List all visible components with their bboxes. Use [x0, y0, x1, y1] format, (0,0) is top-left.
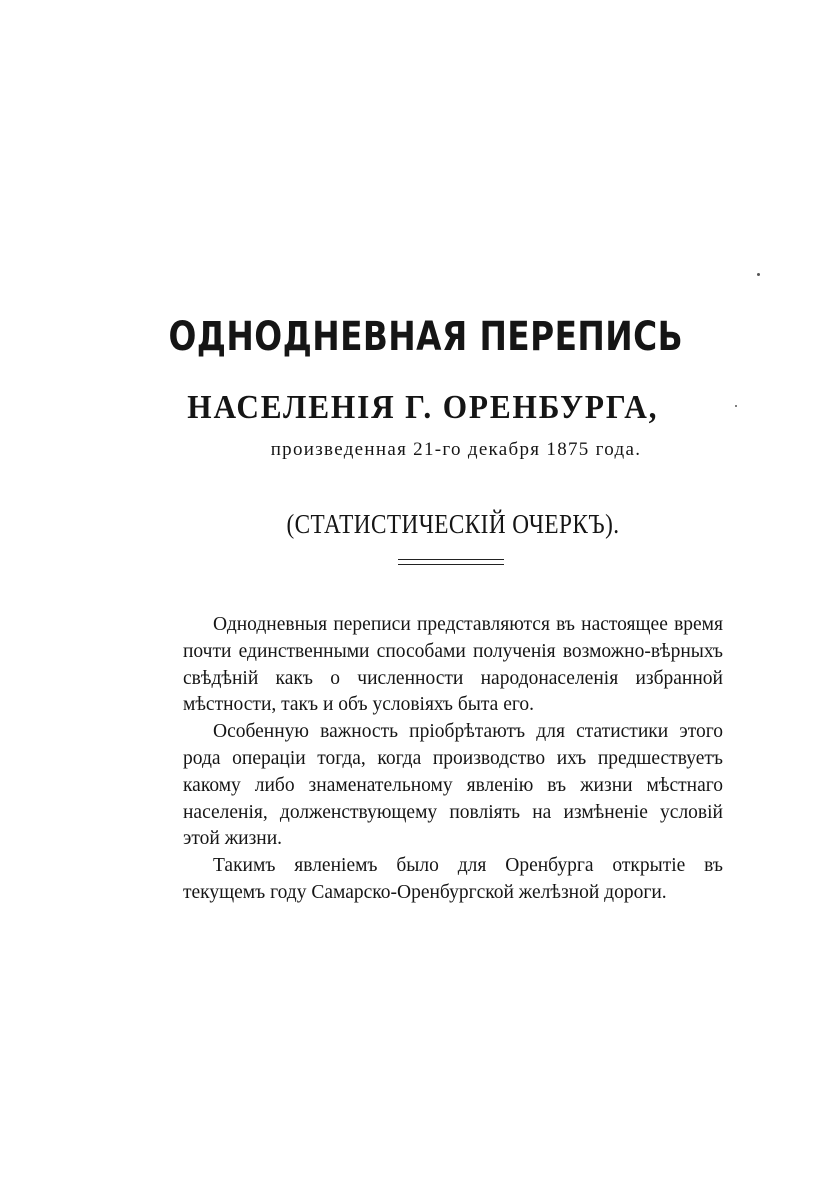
- print-speck: [735, 405, 737, 407]
- section-label: (СТАТИСТИЧЕСКІЙ ОЧЕРКЪ).: [286, 509, 620, 539]
- paragraph-2: Особенную важность пріобрѣтаютъ для статистики этого рода операціи тогда, когда производство ихъ предшествуетъ какому либо знаменательному явленію въ жизни мѣстнаго населенія, долженствующему повліять на измѣненіе условій этой жизни.: [183, 721, 723, 850]
- decorative-double-rule: [398, 559, 504, 565]
- body-text: [183, 612, 723, 907]
- document-title: ОДНОДНЕВНАЯ ПЕРЕПИСЬ: [168, 314, 683, 360]
- paragraph-1: Однодневныя переписи представляются въ настоящее время почти единственными способами полученія возможно-вѣрныхъ свѣдѣній какъ о численности народонаселенія избранной мѣстности, такъ и объ условіяхъ быта его.: [183, 614, 723, 716]
- paragraph-3: Такимъ явленіемъ было для Оренбурга открытіе въ текущемъ году Самарско-Оренбургской желѣзной дороги.: [183, 855, 723, 903]
- print-speck: [757, 273, 760, 276]
- dateline: произведенная 21-го декабря 1875 года.: [270, 439, 642, 460]
- document-subtitle: НАСЕЛЕНІЯ Г. ОРЕНБУРГА,: [187, 389, 659, 426]
